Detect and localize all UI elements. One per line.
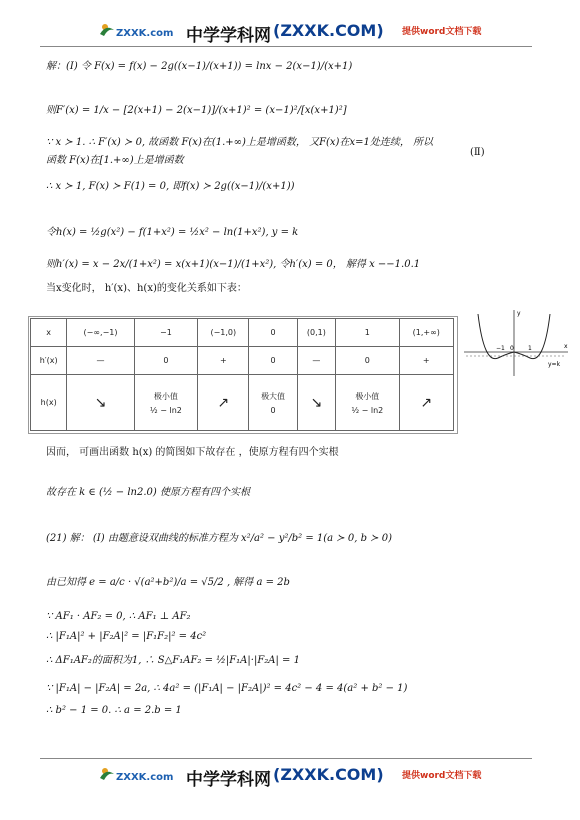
table-cell: (1,+∞) xyxy=(399,319,453,347)
table-cell: + xyxy=(399,347,453,375)
site-domain: (ZXXK.COM) xyxy=(273,21,384,40)
table-cell: 0 xyxy=(134,347,197,375)
logo-text: ZXXK.com xyxy=(116,772,174,783)
table-cell: + xyxy=(198,347,249,375)
label-neg1: −1 xyxy=(496,345,505,352)
part4-line3: ∵ AF₁ · AF₂ = 0, ∴ AF₁ ⊥ AF₂ xyxy=(46,611,191,622)
decreasing-arrow-icon: ↘ xyxy=(94,394,107,411)
part1-line5: ∴ x ≻ 1, F(x) ≻ F(1) = 0, 即f(x) ≻ 2g((x−1)/(x+1)) xyxy=(46,181,295,192)
label-0: 0 xyxy=(510,345,514,352)
table-cell xyxy=(399,375,453,431)
table-cell: — xyxy=(297,347,335,375)
part4-line6: ∵ |F₁A| − |F₂A| = 2a, ∴ 4a² = (|F₁A| − |F₂A|)² = 4c² − 4 = 4(a² + b² − 1) xyxy=(46,683,408,694)
part4-line1: (21) 解： (Ⅰ) 由题意设双曲线的标准方程为 x²/a² − y²/b² = 1(a ≻ 0, b ≻ 0) xyxy=(46,533,392,544)
table-cell xyxy=(249,375,297,431)
table-cell: 0 xyxy=(249,319,297,347)
max-value: 0 xyxy=(270,405,276,415)
table-header-row xyxy=(31,319,454,347)
part4-line2: 由已知得 e = a/c · √(a²+b²)/a = √5/2 , 解得 a = 2b xyxy=(46,577,290,588)
part4-line7: ∴ b² − 1 = 0. ∴ a = 2.b = 1 xyxy=(46,705,182,716)
label-curve: y=k xyxy=(548,361,561,368)
table-function-row xyxy=(31,375,454,431)
download-link[interactable]: 提供word文档下载 xyxy=(402,27,482,37)
part3-line1: 因而， 可画出函数 h(x) 的简图如下故存在 ，使原方程有四个实根 xyxy=(46,447,339,458)
logo-text: ZXXK.com xyxy=(116,28,174,39)
footer-divider xyxy=(40,758,532,759)
label-x: x xyxy=(564,343,568,350)
table-cell: 1 xyxy=(336,319,399,347)
min-value: ½ − ln2 xyxy=(149,405,182,415)
part-ii-label: (Ⅱ) xyxy=(470,147,485,158)
part4-line5: ∴ ΔF₁AF₂的面积为1, ∴ S△F₁AF₂ = ½|F₁A|·|F₂A| = 1 xyxy=(46,655,300,666)
table-cell: (0,1) xyxy=(297,319,335,347)
table-cell: (−∞,−1) xyxy=(67,319,134,347)
table-cell xyxy=(297,375,335,431)
site-name-cn: 中学学科网 xyxy=(186,26,271,46)
decreasing-arrow-icon: ↘ xyxy=(310,394,323,411)
zxxk-logo xyxy=(96,20,174,44)
table-cell: x xyxy=(31,319,67,347)
table-cell: −1 xyxy=(134,319,197,347)
label-y: y xyxy=(517,310,521,317)
part1-line1: 解：(I) 令 F(x) = f(x) − 2g((x−1)/(x+1)) = lnx − 2(x−1)/(x+1) xyxy=(46,61,353,72)
table-derivative-row xyxy=(31,347,454,375)
zxxk-logo xyxy=(96,764,174,788)
table-cell: (−1,0) xyxy=(198,319,249,347)
table-cell xyxy=(336,375,399,431)
min-label: 极小值 xyxy=(153,391,178,401)
increasing-arrow-icon: ↗ xyxy=(420,394,433,411)
table-cell: 0 xyxy=(249,347,297,375)
max-label: 极大值 xyxy=(261,391,286,401)
site-domain: (ZXXK.COM) xyxy=(273,765,384,784)
variation-table xyxy=(30,318,454,431)
part1-line4: 函数 F(x)在[1.+∞)上是增函数 xyxy=(46,155,184,166)
table-cell: 0 xyxy=(336,347,399,375)
function-graph xyxy=(462,306,572,378)
part1-line3: ∵ x ≻ 1. ∴ F′(x) ≻ 0, 故函数 F(x)在(1.+∞)上是增函数， 又F(x)在x=1处连续， 所以 xyxy=(46,137,434,148)
min-label: 极小值 xyxy=(355,391,380,401)
part4-line4: ∴ |F₁A|² + |F₂A|² = |F₁F₂|² = 4c² xyxy=(46,631,207,642)
site-name-cn: 中学学科网 xyxy=(186,770,271,790)
part2-line1: 令h(x) = ½g(x²) − f(1+x²) = ½x² − ln(1+x²), y = k xyxy=(46,227,299,238)
download-link[interactable]: 提供word文档下载 xyxy=(402,771,482,781)
label-1: 1 xyxy=(528,345,532,352)
min-value: ½ − ln2 xyxy=(351,405,384,415)
part3-line2: 故存在 k ∈ (½ − ln2.0) 使原方程有四个实根 xyxy=(46,487,250,498)
table-cell: — xyxy=(67,347,134,375)
table-cell: h′(x) xyxy=(31,347,67,375)
part1-line2: 则F′(x) = 1/x − [2(x+1) − 2(x−1)]/(x+1)² = (x−1)²/[x(x+1)²] xyxy=(46,105,347,116)
part2-line2: 则h′(x) = x − 2x/(1+x²) = x(x+1)(x−1)/(1+x²), 令h′(x) = 0， 解得 x −−1.0.1 xyxy=(46,259,421,270)
table-cell xyxy=(198,375,249,431)
increasing-arrow-icon: ↗ xyxy=(217,394,230,411)
table-cell: h(x) xyxy=(31,375,67,431)
table-cell xyxy=(134,375,197,431)
table-cell xyxy=(67,375,134,431)
part2-line3: 当x变化时， h′(x)、h(x)的变化关系如下表： xyxy=(46,283,247,294)
header-divider xyxy=(40,46,532,47)
